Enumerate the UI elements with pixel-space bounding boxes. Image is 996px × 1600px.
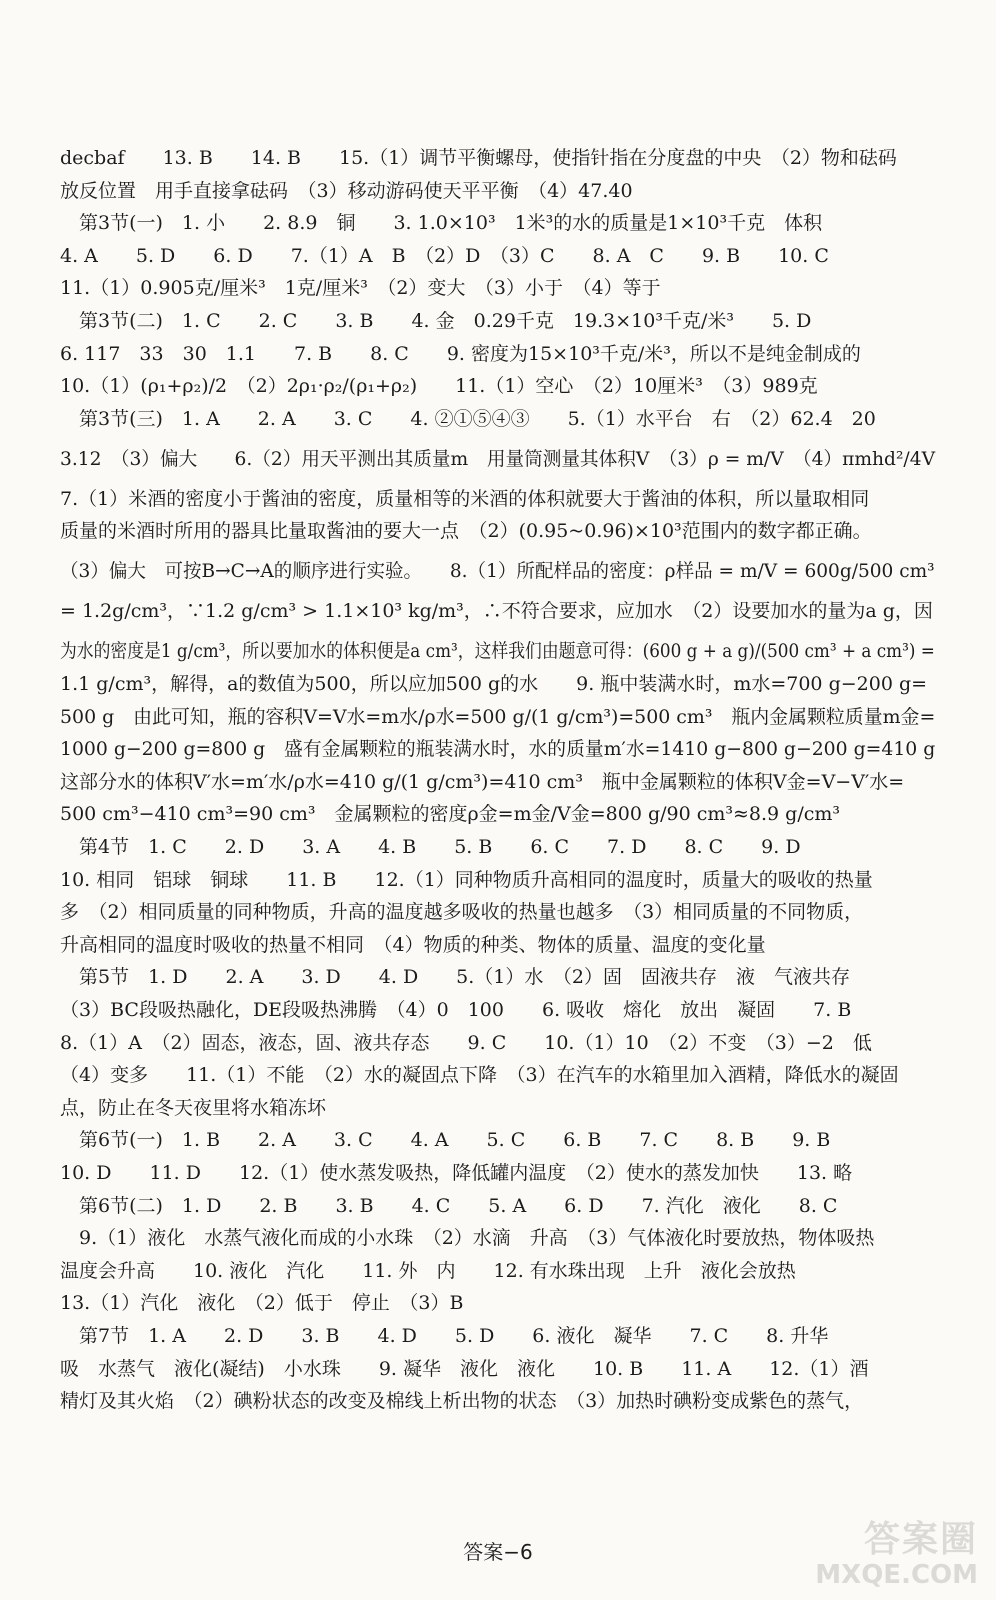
answer-line-text: （4）变多 11.（1）不能 （2）水的凝固点下降 （3）在汽车的水箱里加入酒精，降低水的凝固: [60, 1064, 899, 1087]
answer-line: [60, 447, 935, 471]
answer-line: [60, 900, 935, 924]
answer-line-text: 第4节 1. C 2. D 3. A 4. B 5. B 6. C 7. D 8. C 9. D: [60, 836, 801, 858]
answer-line-text: 第3节(二) 1. C 2. C 3. B 4. 金 0.29千克 19.3×10³千克/米³ 5. D: [60, 310, 812, 332]
answer-line-text: = 1.2g/cm³，∵1.2 g/cm³ > 1.1×10³ kg/m³，∴不符合要求，应加水 （2）设要加水的量为a g，因: [60, 600, 933, 623]
answer-line-text: 质量的米酒时所用的器具比量取酱油的要大一点 （2）(0.95~0.96)×10³范围内的数字都正确。: [60, 520, 872, 543]
answer-line-text: 8.（1）A （2）固态，液态，固、液共存态 9. C 10.（1）10 （2）不变 （3）−2 低: [60, 1031, 872, 1054]
answer-line: [60, 276, 870, 300]
answer-line: [60, 146, 935, 170]
answer-line-text: 第6节(一) 1. B 2. A 3. C 4. A 5. C 6. B 7. C 8. B 9. B: [60, 1129, 831, 1152]
answer-line: [60, 599, 935, 623]
answer-line-text: 第3节(三) 1. A 2. A 3. C 4. ②①⑤④③ 5.（1）水平台 右 （2）62.4 20: [60, 407, 876, 430]
answer-line-text: 4. A 5. D 6. D 7.（1）A B （2）D （3）C 8. A C 9. B 10. C: [60, 244, 829, 267]
answer-line-text: 13.（1）汽化 液化 （2）低于 停止 （3）B: [60, 1292, 464, 1315]
answer-line-text: 11.（1）0.905克/厘米³ 1克/厘米³ （2）变大 （3）小于 （4）等于: [60, 277, 661, 300]
answer-line-text: 10.（1）(ρ₁+ρ₂)/2 （2）2ρ₁·ρ₂/(ρ₁+ρ₂) 11.（1）空心 （2）10厘米³ （3）989克: [60, 375, 818, 398]
answer-line: [60, 559, 935, 583]
answer-line: [60, 1291, 560, 1315]
answer-line: [60, 965, 935, 989]
page-number: 答案−6: [463, 1540, 533, 1564]
answer-line: [60, 998, 935, 1022]
watermark-url: MXQE.COM: [815, 1560, 978, 1590]
answer-line-text: 第6节(二) 1. D 2. B 3. B 4. C 5. A 6. D 7. 汽化 液化 8. C: [60, 1194, 838, 1217]
answer-line-text: 吸 水蒸气 液化(凝结) 小水珠 9. 凝华 液化 液化 10. B 11. A 12.（1）酒: [60, 1357, 869, 1380]
answer-line: [60, 835, 935, 859]
answer-line: [60, 1194, 935, 1218]
answer-line: [60, 244, 935, 268]
answer-line-text: 500 cm³−410 cm³=90 cm³ 金属颗粒的密度ρ金=m金/V金=800 g/90 cm³≈8.9 g/cm³: [60, 803, 841, 826]
answer-line-text: 3.12 （3）偏大 6.（2）用天平测出其质量m 用量筒测量其体积V （3）ρ = m/V （4）πmhd²/4V: [60, 447, 936, 470]
answer-line: [60, 519, 935, 543]
answer-line-text: 9.（1）液化 水蒸气液化而成的小水珠 （2）水滴 升高 （3）气体液化时要放热，物体吸热: [60, 1227, 875, 1250]
answer-line-text: 这部分水的体积V′水=m′水/ρ水=410 g/(1 g/cm³)=410 cm³ 瓶中金属颗粒的体积V金=V−V′水=: [60, 770, 905, 793]
answer-line-text: 第7节 1. A 2. D 3. B 4. D 5. D 6. 液化 凝华 7. C 8. 升华: [60, 1325, 829, 1347]
answer-line-text: 为水的密度是1 g/cm³，所以要加水的体积便是a cm³，这样我们由题意可得：(600 g + a g)/(500 cm³ + a cm³) =: [60, 640, 935, 663]
answer-line-text: 1000 g−200 g=800 g 盛有金属颗粒的瓶装满水时，水的质量m′水=1410 g−800 g−200 g=410 g: [60, 738, 936, 761]
answer-line-text: decbaf 13. B 14. B 15.（1）调节平衡螺母，使指针指在分度盘的中央 （2）物和砝码: [60, 147, 897, 169]
site-watermark: [808, 1520, 978, 1592]
answer-line: [60, 374, 930, 398]
answer-line-text: 温度会升高 10. 液化 汽化 11. 外 内 12. 有水珠出现 上升 液化会放热: [60, 1259, 796, 1282]
answer-line-text: 10. D 11. D 12.（1）使水蒸发吸热，降低罐内温度 （2）使水的蒸发加快 13. 略: [60, 1162, 853, 1184]
answer-line: [60, 737, 935, 761]
answer-line: [60, 179, 880, 203]
answer-line-text: 升高相同的温度时吸收的热量不相同 （4）物质的种类、物体的质量、温度的变化量: [60, 933, 766, 956]
answer-line: [60, 487, 935, 511]
answer-line: [60, 1226, 935, 1250]
answer-line: [60, 342, 935, 366]
answer-line: [60, 1031, 900, 1055]
answer-line: [60, 933, 900, 957]
answer-line: [60, 672, 935, 696]
answer-line: [60, 407, 935, 431]
answer-line-text: （3）BC段吸热融化，DE段吸热沸腾 （4）0 100 6. 吸收 熔化 放出 凝固 7. B: [60, 999, 852, 1021]
answer-line-text: 第3节(一) 1. 小 2. 8.9 铜 3. 1.0×10³ 1米³的水的质量是1×10³千克 体积: [60, 212, 823, 235]
answer-line-text: 7.（1）米酒的密度小于酱油的密度，质量相等的米酒的体积就要大于酱油的体积，所以量取相同: [60, 487, 870, 510]
answer-line: [60, 309, 930, 333]
answer-line: [60, 770, 935, 794]
answer-line-text: 6. 117 33 30 1.1 7. B 8. C 9. 密度为15×10³千克/米³，所以不是纯金制成的: [60, 342, 861, 365]
answer-line: [60, 868, 935, 892]
answer-line-text: 500 g 由此可知，瓶的容积V=V水=m水/ρ水=500 g/(1 g/cm³)=500 cm³ 瓶内金属颗粒质量m金=: [60, 705, 936, 728]
answer-line-text: 10. 相同 铝球 铜球 11. B 12.（1）同种物质升高相同的温度时，质量大的吸收的热量: [60, 868, 873, 891]
answer-line: [60, 1389, 935, 1413]
answer-line: [60, 1259, 900, 1283]
watermark-logo-text: 答案圈: [863, 1519, 978, 1560]
answer-line: [60, 802, 935, 826]
answer-line-text: 点，防止在冬天夜里将水箱冻坏: [60, 1096, 327, 1119]
answer-line: [60, 211, 930, 235]
answer-line-text: 1.1 g/cm³，解得，a的数值为500，所以应加500 g的水 9. 瓶中装满水时，m水=700 g−200 g=: [60, 673, 928, 695]
answer-line-text: 精灯及其火焰 （2）碘粉状态的改变及棉线上析出物的状态 （3）加热时碘粉变成紫色的蒸气，: [60, 1390, 864, 1413]
answer-line: [60, 1128, 935, 1152]
answer-line: [60, 1161, 880, 1185]
answer-line-text: （3）偏大 可按B→C→A的顺序进行实验。 8.（1）所配样品的密度：ρ样品 = m/V = 600g/500 cm³: [60, 560, 935, 583]
answer-line: [60, 1063, 935, 1087]
answer-line: [60, 1324, 935, 1348]
answer-line-text: 多 （2）相同质量的同种物质，升高的温度越多吸收的热量也越多 （3）相同质量的不同物质，: [60, 901, 864, 924]
answer-line: [60, 1357, 935, 1381]
answer-line: [60, 1096, 560, 1120]
answer-line-text: 第5节 1. D 2. A 3. D 4. D 5.（1）水 （2）固 固液共存 液 气液共存: [60, 966, 850, 989]
answer-line: [60, 639, 935, 663]
answer-line: [60, 705, 935, 729]
answer-line-text: 放反位置 用手直接拿砝码 （3）移动游码使天平平衡 （4）47.40: [60, 179, 633, 202]
